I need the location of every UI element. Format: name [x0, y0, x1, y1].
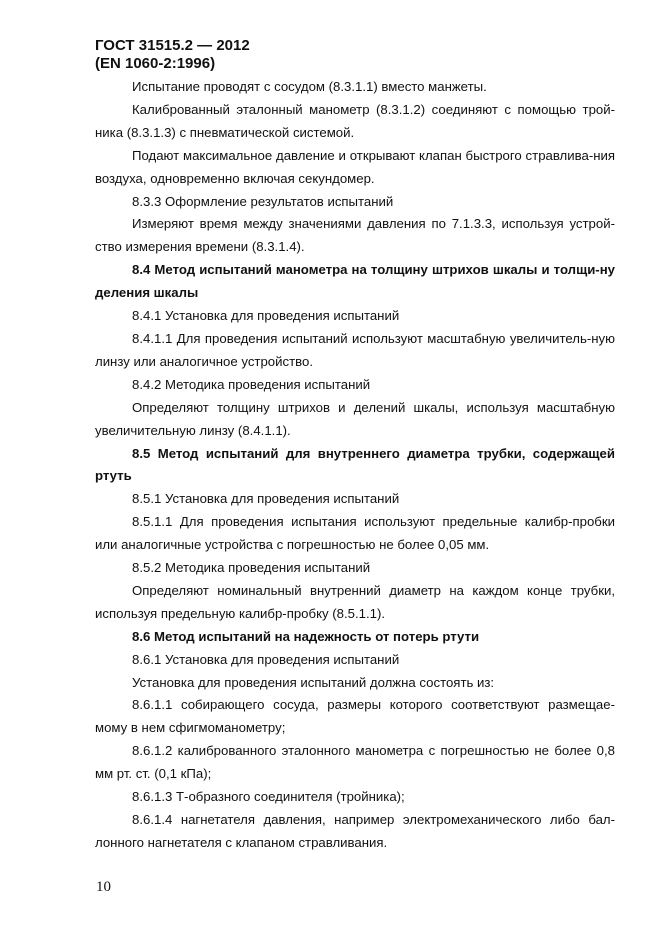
paragraph: Испытание проводят с сосудом (8.3.1.1) вместо манжеты.: [132, 79, 487, 94]
section-heading: 8.5 Метод испытаний для внутреннего диаметра трубки, содержащей ртуть: [95, 445, 615, 484]
document-body: [95, 76, 615, 855]
subsection-title: 8.4.2 Методика проведения испытаний: [132, 376, 371, 392]
subsection-title: 8.6.1 Установка для проведения испытаний: [132, 651, 400, 667]
paragraph: Определяют номинальный внутренний диаметр на каждом конце трубки, используя предельную калибр-пробку (8.5.1.1).: [95, 582, 615, 621]
standard-number: ГОСТ 31515.2 — 2012: [95, 37, 250, 54]
paragraph: Калиброванный эталонный манометр (8.3.1.2) соединяют с помощью трой-ника (8.3.1.3) с пневматической системой.: [95, 101, 615, 140]
standard-equivalent: (EN 1060-2:1996): [95, 55, 216, 72]
list-item: 8.6.1.3 Т-образного соединителя (тройника);: [132, 789, 405, 805]
subsection-title: 8.4.1 Установка для проведения испытаний: [132, 308, 400, 324]
page-number: 10: [96, 879, 111, 895]
paragraph: 8.5.1.1 Для проведения испытания используют предельные калибр-пробки или аналогичные устройства с погрешностью не более 0,05 мм.: [95, 514, 615, 553]
section-heading: 8.6 Метод испытаний на надежность от потерь ртути: [132, 628, 480, 644]
paragraph: Установка для проведения испытаний должна состоять из:: [132, 674, 495, 690]
paragraph: 8.4.1.1 Для проведения испытаний используют масштабную увеличитель-ную линзу или аналогичное устройство.: [95, 330, 615, 369]
subsection-title: 8.3.3 Оформление результатов испытаний: [132, 193, 394, 209]
section-heading: 8.4 Метод испытаний манометра на толщину штрихов шкалы и толщи-ну деления шкалы: [95, 262, 615, 301]
subsection-title: 8.5.2 Методика проведения испытаний: [132, 560, 371, 576]
list-item: 8.6.1.4 нагнетателя давления, например электромеханического либо бал-лонного нагнетателя с клапаном стравливания.: [95, 812, 615, 850]
document-header: [95, 37, 250, 73]
list-item: 8.6.1.2 калиброванного эталонного манометра с погрешностью не более 0,8 мм рт. ст. (0,1 кПа);: [95, 743, 615, 782]
paragraph: Определяют толщину штрихов и делений шкалы, используя масштабную увеличительную линзу (8.4.1.1).: [95, 399, 615, 438]
paragraph: Подают максимальное давление и открывают клапан быстрого стравлива-ния воздуха, одновременно включая секундомер.: [95, 147, 615, 186]
list-item: 8.6.1.1 собирающего сосуда, размеры которого соответствуют размещае-мому в нем сфигмоманометру;: [95, 697, 615, 736]
paragraph: Измеряют время между значениями давления по 7.1.3.3, используя устрой-ство измерения времени (8.3.1.4).: [95, 216, 615, 255]
subsection-title: 8.5.1 Установка для проведения испытаний: [132, 491, 400, 507]
